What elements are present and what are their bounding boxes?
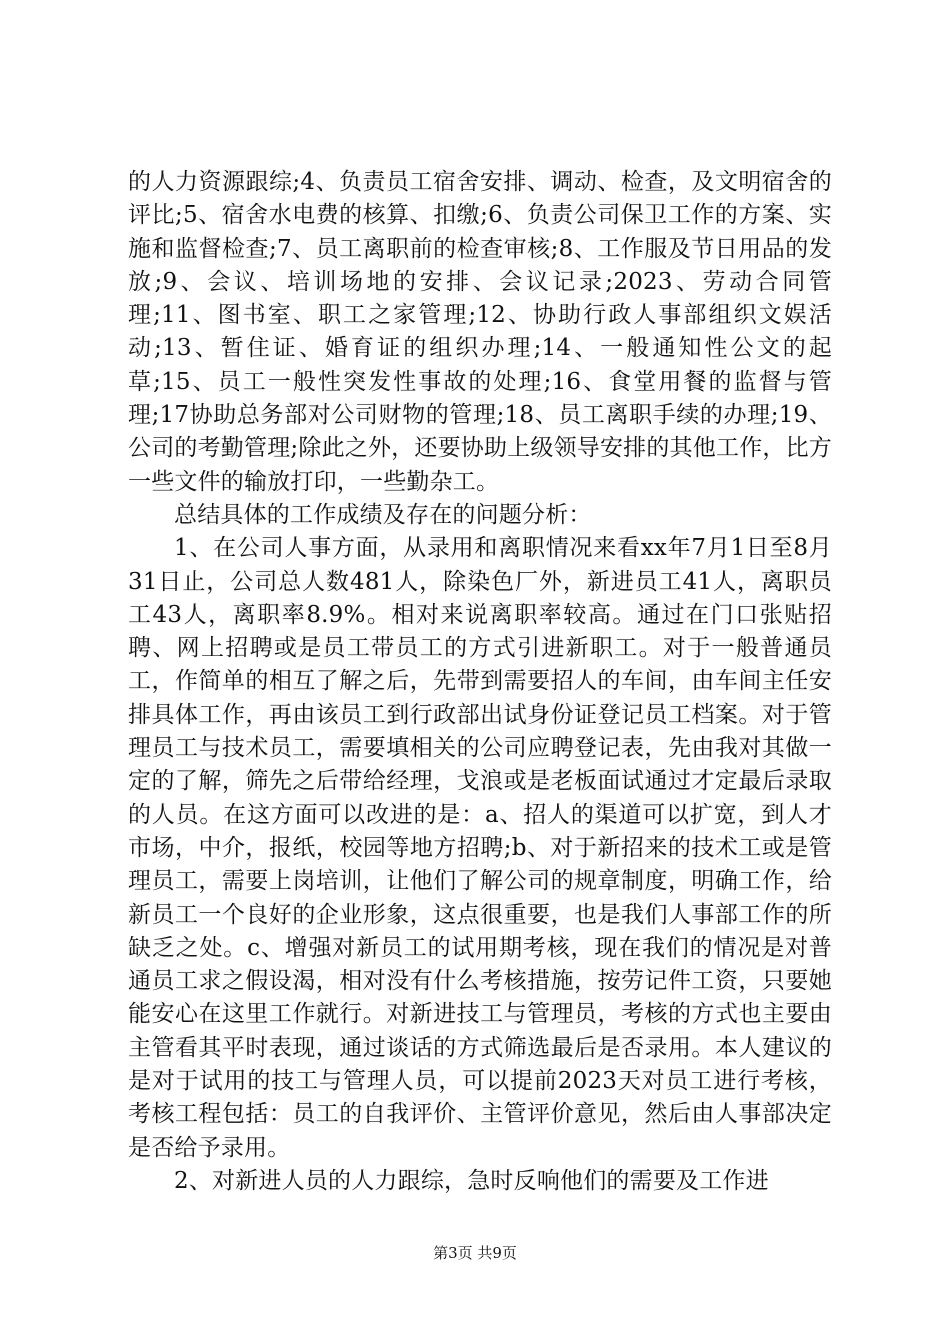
page-number-footer: 第3页 共9页 — [433, 1244, 517, 1262]
paragraph-item-1-personnel: 1、在公司人事方面，从录用和离职情况来看xx年7月1日至8月31日止，公司总人数481人，除染色厂外，新进员工41人，离职员工43人，离职率8.9%。相对来说离职率较高。通过在门口张贴招聘、网上招聘或是员工带员工的方式引进新职工。对于一般普通员工，作简单的相互了解之后，先带到需要招人的车间，由车间主任安排具体工作，再由该员工到行政部出试身份证登记员工档案。对于管理员工与技术员工，需要填相关的公司应聘登记表，先由我对其做一定的了解，筛先之后带给经理，戈浪或是老板面试通过才定最后录取的人员。在这方面可以改进的是：a、招人的渠道可以扩宽，到人才市场，中介，报纸，校园等地方招聘;b、对于新招来的技术工或是管理员工，需要上岗培训，让他们了解公司的规章制度，明确工作，给新员工一个良好的企业形象，这点很重要，也是我们人事部工作的所缺乏之处。c、增强对新员工的试用期考核，现在我们的情况是对普通员工求之假设渴，相对没有什么考核措施，按劳记件工资，只要她能安心在这里工作就行。对新进技工与管理员，考核的方式也主要由主管看其平时表现，通过谈话的方式筛选最后是否录用。本人建议的是对于试用的技工与管理人员，可以提前2023天对员工进行考核，考核工程包括：员工的自我评价、主管评价意见，然后由人事部决定是否给予录用。 — [128, 535, 832, 1161]
paragraph-duties-continued: 的人力资源跟综;4、负责员工宿舍安排、调动、检查，及文明宿舍的评比;5、宿舍水电费的核算、扣缴;6、负责公司保卫工作的方案、实施和监督检查;7、员工离职前的检查审核;8、工作服及节日用品的发放;9、会议、培训场地的安排、会议记录;2023、劳动合同管理;11、图书室、职工之家管理;12、协助行政人事部组织文娱活动;13、暂住证、婚育证的组织办理;14、一般通知性公文的起草;15、员工一般性突发性事故的处理;16、食堂用餐的监督与管理;17协助总务部对公司财物的管理;18、员工离职手续的办理;19、公司的考勤管理;除此之外，还要协助上级领导安排的其他工作，比方一些文件的输放打印，一些勤杂工。 — [128, 169, 832, 495]
document-body — [128, 166, 832, 1198]
paragraph-summary-heading: 总结具体的工作成绩及存在的问题分析： — [174, 501, 592, 528]
paragraph-item-2-tracking: 2、对新进人员的人力跟综，急时反响他们的需要及工作进 — [174, 1167, 769, 1194]
